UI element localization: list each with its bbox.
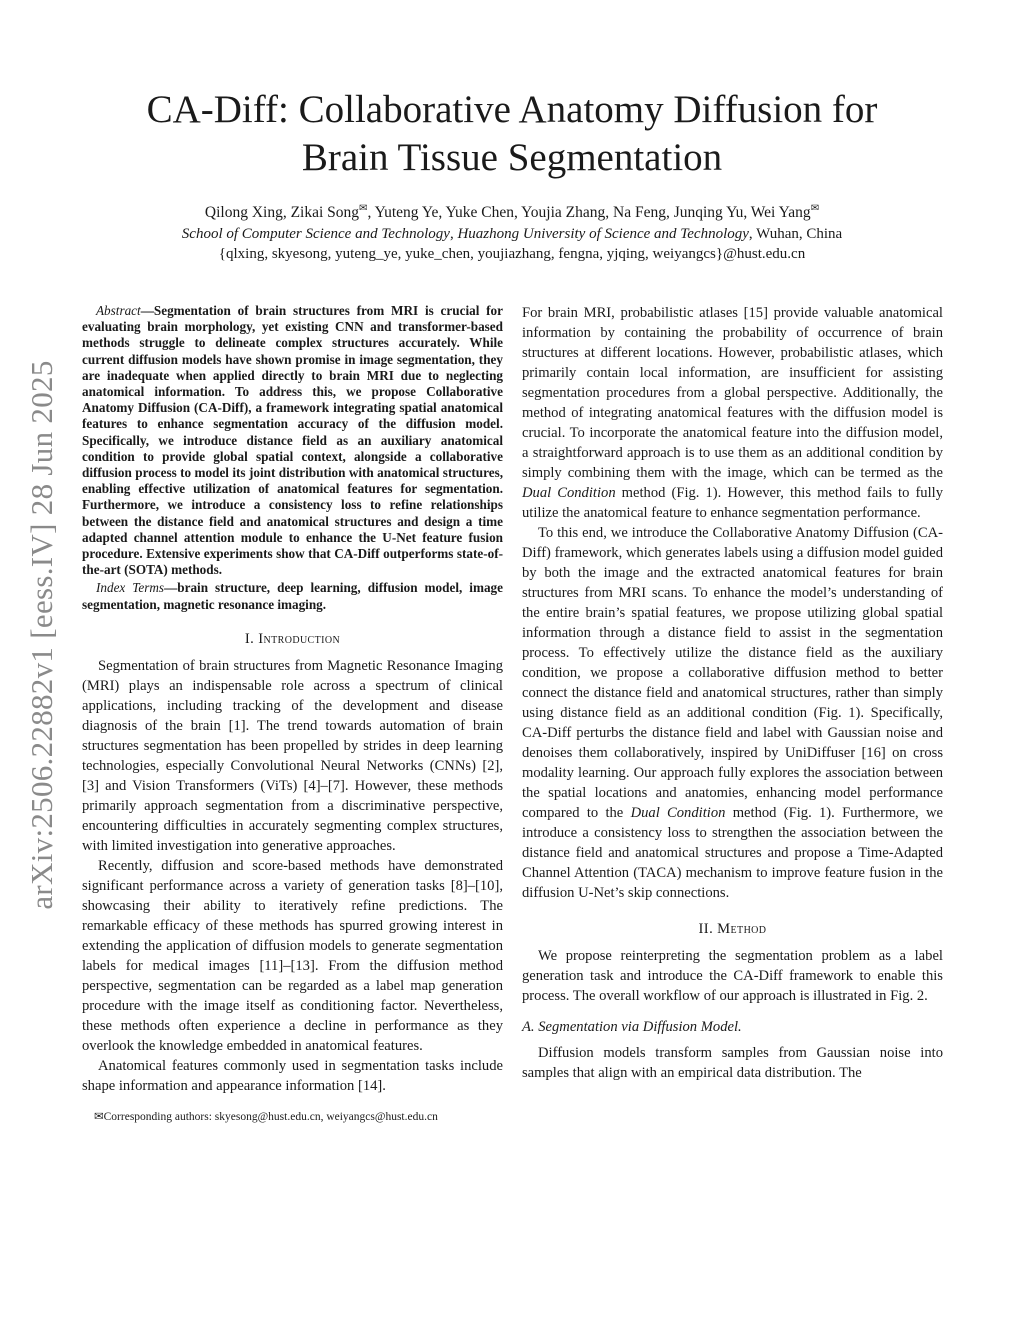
- authors-part-2: , Yuteng Ye, Yuke Chen, Youjia Zhang, Na Feng, Junqing Yu, Wei Yang: [367, 204, 811, 222]
- method-paragraph-1: We propose reinterpreting the segmentation problem as a label generation task and introduce the CA-Diff framework to enable this process. The overall workflow of our approach is illustrated in Fig. 2.: [522, 948, 943, 1004]
- envelope-icon: ✉: [810, 203, 820, 214]
- title-line-1: CA-Diff: Collaborative Anatomy Diffusion for: [146, 88, 878, 131]
- section-heading-introduction: [82, 629, 503, 649]
- abstract-text: —Segmentation of brain structures from MRI is crucial for evaluating brain morphology, yet existing CNN and transformer-based methods struggle to delineate complex structures accurately. While current diffusion models have shown promise in image segmentation, they are inadequate when applied directly to brain MRI due to neglecting anatomical information. To address this, we propose Collaborative Anatomy Diffusion (CA-Diff), a framework integrating spatial anatomical features to enhance segmentation accuracy of the diffusion model. Specifically, we introduce distance field as an auxiliary anatomical condition to provide global spatial context, alongside a collaborative diffusion process to model its joint distribution with anatomical structures, enabling effective utilization of anatomical features for segmentation. Furthermore, we introduce a consistency loss to refine relationships between the distance field and anatomical structures and design a time adapted channel attention module to enhance the U-Net feature fusion procedure. Extensive experiments show that CA-Diff outperforms state-of-the-art (SOTA) methods.: [82, 303, 503, 578]
- left-column: [82, 303, 503, 1135]
- text-span: method (Fig. 1). However, this method fails to fully utilize the anatomical feature to enhance segmentation performance.: [522, 485, 944, 521]
- intro-paragraph-2: Recently, diffusion and score-based methods have demonstrated significant performance across a variety of generation tasks [8]–[10], showcasing their ability to iteratively refine predictions. The remarkable efficacy of these methods has spurred growing interest in extending the application of diffusion models to generate segmentation labels for medical images [11]–[13]. From the diffusion method perspective, segmentation can be regarded as a label map generation procedure with the image itself as conditioning factor. Nevertheless, these methods often experience a decline in performance as they overlook the knowledge embedded in anatomical features.: [82, 857, 503, 1054]
- author-emails: {qlxing, skyesong, yuteng_ye, yuke_chen, youjiazhang, fengna, yjqing, weiyangcs}@hust.edu.cn: [218, 246, 806, 262]
- index-terms-text: —brain structure, deep learning, diffusion model, image segmentation, magnetic resonance imaging.: [82, 580, 503, 612]
- intro-paragraph-1: Segmentation of brain structures from Magnetic Resonance Imaging (MRI) plays an indispensable role across a spectrum of clinical applications, including tracking of the development and disease diagnosis of the brain [1]. The trend towards automation of brain structures segmentation has been propelled by strides in deep learning technologies, especially Convolutional Neural Networks (CNNs) [2], [3] and Vision Transformers (ViTs) [4]–[7]. However, these methods primarily approach segmentation from a discriminative perspective, encountering difficulties in accurately segmenting complex structures, with limited investigation into generative approaches.: [82, 657, 503, 854]
- section-number: I.: [244, 630, 259, 647]
- abstract: [82, 303, 503, 578]
- affiliation-city: , Wuhan, China: [748, 226, 843, 242]
- dual-condition-term: Dual Condition: [522, 485, 616, 501]
- index-terms-label: Index Terms: [96, 580, 165, 596]
- index-terms: [82, 580, 503, 612]
- envelope-icon: ✉: [359, 203, 368, 214]
- intro-paragraph-5: [522, 523, 943, 903]
- text-span: For brain MRI, probabilistic atlases [15] provide valuable anatomical information by containing the probability of occurrence of brain structures at different locations. However, probabilistic atlases, which primarily contain local information, are insufficient for assisting segmentation procedures from a global perspective. Additionally, the method of integrating anatomical features with the diffusion model is crucial. To incorporate the anatomical feature into the diffusion model, a straightforward approach is to use them as an additional condition by simply combining them with the image, which can be termed as the: [522, 305, 943, 481]
- affiliation-school: School of Computer Science and Technology: [181, 226, 450, 242]
- section-title: Method: [717, 921, 767, 937]
- intro-paragraph-3: Anatomical features commonly used in segmentation tasks include shape information and appearance information [14].: [82, 1057, 503, 1094]
- authors-part-1: Qilong Xing, Zikai Song: [204, 204, 360, 222]
- paper-title: [80, 86, 944, 182]
- author-list: [80, 203, 944, 222]
- section-title: Introduction: [258, 630, 341, 647]
- affiliation-sep: ,: [449, 226, 458, 242]
- section-heading-method: [522, 919, 943, 939]
- abstract-label: Abstract: [96, 303, 141, 318]
- section-number: II.: [698, 921, 718, 937]
- title-line-2: Brain Tissue Segmentation: [301, 136, 723, 179]
- intro-paragraph-4: [522, 303, 943, 523]
- corresponding-authors-footnote: ✉Corresponding authors: skyesong@hust.edu.cn, weiyangcs@hust.edu.cn: [94, 1110, 438, 1123]
- affiliation: [80, 226, 944, 243]
- right-column: [522, 303, 943, 1083]
- method-paragraph-2: Diffusion models transform samples from Gaussian noise into samples that align with an empirical data distribution. The: [522, 1045, 943, 1081]
- arxiv-identifier: arXiv:2506.22882v1 [eess.IV] 28 Jun 2025: [24, 360, 59, 910]
- subsection-heading: A. Segmentation via Diffusion Model.: [522, 1019, 742, 1035]
- text-span: To this end, we introduce the Collaborative Anatomy Diffusion (CA-Diff) framework, which generates labels using a diffusion model guided by both the image and the extracted anatomical features for brain structures from MRI scans. To enhance the model’s understanding of the entire brain’s spatial features, we propose utilizing global spatial information through a distance field to assist in the segmentation process. To effectively utilize the distance field as the auxiliary condition, we propose a collaborative diffusion method to better connect the distance field and anatomical structures, rather than simply using distance field as an additional condition (Fig. 1). Specifically, CA-Diff perturbs the distance field and label with Gaussian noise and denoises them collaboratively, inspired by UniDiffuser [16] on cross modality learning. Our approach fully explores the association between the spatial locations and anatomies, enhancing model performance compared to the: [522, 525, 943, 821]
- affiliation-university: Huazhong University of Science and Technology: [457, 226, 749, 242]
- dual-condition-term: Dual Condition: [630, 805, 726, 821]
- text-span: method (Fig. 1). Furthermore, we introduce a consistency loss to strengthen the association between the distance field and anatomical structures and propose a Time-Adapted Channel Attention (TACA) mechanism to improve feature fusion in the diffusion U-Net’s skip connections.: [522, 805, 943, 901]
